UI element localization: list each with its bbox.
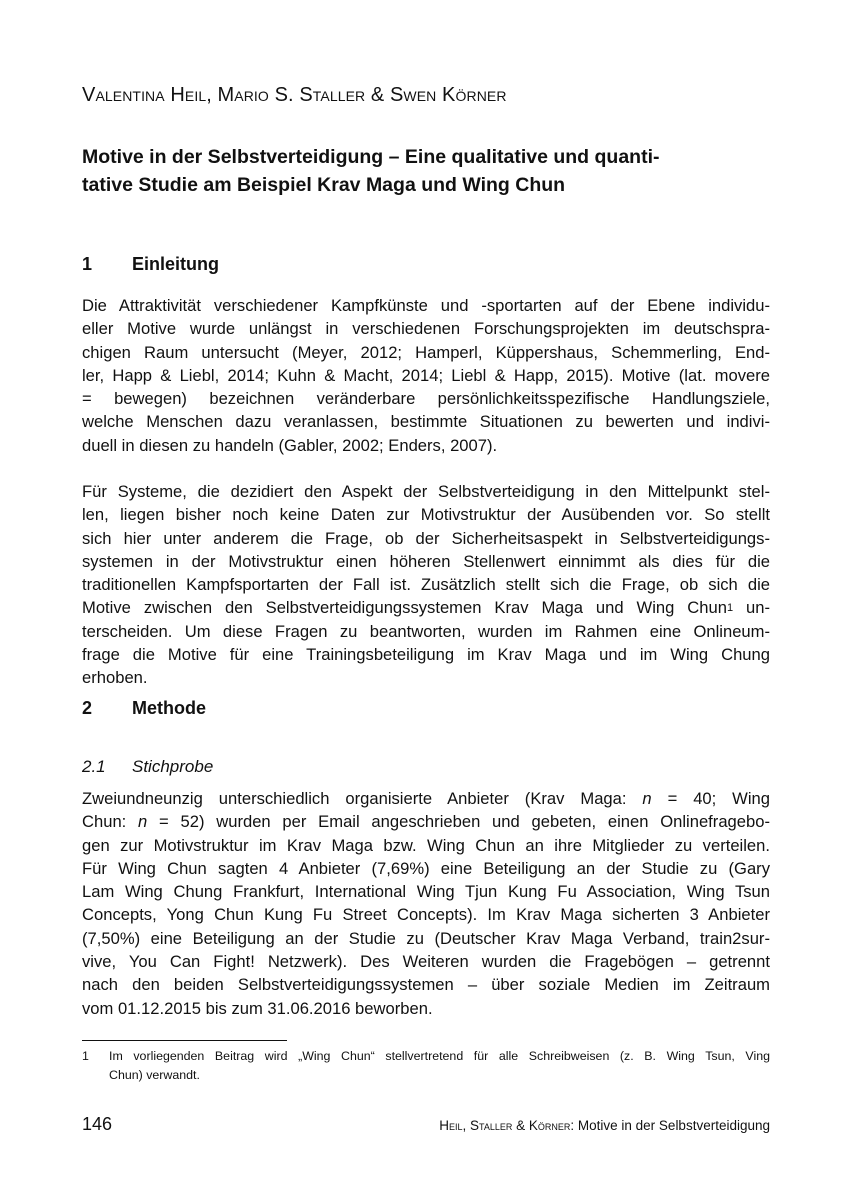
text-segment: un- <box>733 598 771 618</box>
text-segment: = 52) wurden per Email angeschrieben und gebeten, einen Onlinefragebo- <box>147 812 770 832</box>
text-line: gen zur Motivstruktur im Krav Maga bzw. Wing Chun an ihre Mitglieder zu verteilen. <box>82 835 770 855</box>
text-line: eller Motive wurde unlängst in verschiedenen Forschungsprojekten im deutschspra- <box>82 319 770 339</box>
section-heading-methode <box>82 698 206 719</box>
text-segment: n <box>642 789 652 808</box>
section-title: Einleitung <box>132 254 219 274</box>
title-line: Motive in der Selbstverteidigung – Eine qualitative und quanti- <box>82 146 660 168</box>
text-line: traditionellen Kampfsportarten der Fall ist. Zusätzlich stellt sich die Frage, ob sich die <box>82 575 770 595</box>
text-line: nach den beiden Selbstverteidigungssystemen – über soziale Medien im Zeitraum <box>82 975 770 995</box>
author-line: Valentina Heil, Mario S. Staller & Swen Körner <box>82 84 507 106</box>
footnote-divider <box>82 1040 287 1041</box>
running-authors: Heil, Staller & Körner <box>439 1118 571 1133</box>
text-segment: Zweiundneunzig unterschiedlich organisierte Anbieter (Krav Maga: <box>82 789 643 808</box>
text-line: Für Systeme, die dezidiert den Aspekt der Selbstverteidigung in den Mittelpunkt stel- <box>82 482 770 501</box>
text-line: erhoben. <box>82 668 148 688</box>
text-line: Für Wing Chun sagten 4 Anbieter (7,69%) eine Beteiligung an der Studie zu (Gary <box>82 858 770 878</box>
subsection-heading-stichprobe <box>82 757 213 777</box>
text-line: vom 01.12.2015 bis zum 31.06.2016 beworben. <box>82 998 433 1018</box>
text-line: Die Attraktivität verschiedener Kampfkünste und -sportarten auf der Ebene individu- <box>82 296 770 315</box>
subsection-title: Stichprobe <box>132 757 214 776</box>
text-line: chigen Raum untersucht (Meyer, 2012; Hamperl, Küppershaus, Schemmerling, End- <box>82 342 770 362</box>
text-segment: Motive zwischen den Selbstverteidigungssystemen Krav Maga und Wing Chun <box>82 598 727 618</box>
section-number: 2 <box>82 698 93 718</box>
paragraph <box>82 294 770 457</box>
title-line: tative Studie am Beispiel Krav Maga und Wing Chun <box>82 174 566 196</box>
text-line: frage die Motive für eine Trainingsbeteiligung im Krav Maga und im Wing Chung <box>82 645 770 665</box>
footnote <box>82 1047 770 1085</box>
section-number: 1 <box>82 254 93 274</box>
text-line: ler, Happ & Liebl, 2014; Kuhn & Macht, 2014; Liebl & Happ, 2015). Motive (lat. movere <box>82 365 770 385</box>
text-line <box>82 596 770 619</box>
subsection-number: 2.1 <box>82 757 106 776</box>
text-line: duell in diesen zu handeln (Gabler, 2002; Enders, 2007). <box>82 435 498 455</box>
text-line: vive, You Can Fight! Netzwerk). Des Weiteren wurden die Fragebögen – getrennt <box>82 952 770 972</box>
text-segment: n <box>138 812 148 832</box>
text-line: = bewegen) bezeichnen veränderbare persönlichkeitsspezifische Handlungsziele, <box>82 389 770 409</box>
running-title: : Motive in der Selbstverteidigung <box>570 1118 770 1133</box>
text-line: terscheiden. Um diese Fragen zu beantworten, wurden im Rahmen eine Onlineum- <box>82 621 770 641</box>
article-title <box>82 143 772 199</box>
text-line: welche Menschen dazu veranlassen, bestimmte Situationen zu bewerten und indivi- <box>82 412 770 432</box>
text-segment: = 40; Wing <box>651 789 770 808</box>
running-footer <box>439 1118 770 1133</box>
text-line: (7,50%) eine Beteiligung an der Studie zu (Deutscher Krav Maga Verband, train2sur- <box>82 928 770 948</box>
text-line: Lam Wing Chung Frankfurt, International Wing Tjun Kung Fu Association, Wing Tsun <box>82 882 770 902</box>
footnote-ref: 1 <box>726 602 734 615</box>
text-line: Concepts, Yong Chun Kung Fu Street Concepts). Im Krav Maga sicherten 3 Anbieter <box>82 905 770 925</box>
page-number: 146 <box>82 1114 113 1134</box>
text-line: sich hier unter anderem die Frage, ob der Sicherheitsaspekt in Selbstverteidigungs- <box>82 528 770 548</box>
text-segment: Chun: <box>82 812 139 832</box>
paragraph <box>82 787 770 1020</box>
text-line <box>82 810 770 833</box>
footnote-number: 1 <box>82 1049 89 1063</box>
section-title: Methode <box>132 698 206 718</box>
footnote-line: Chun) verwandt. <box>109 1068 200 1082</box>
text-line <box>82 787 770 810</box>
footnote-line: Im vorliegenden Beitrag wird „Wing Chun“ stellvertretend für alle Schreibweisen (z. B. Wing Tsun, Ving <box>109 1049 770 1063</box>
text-line: systemen in der Motivstruktur einen höheren Stellenwert einnimmt als dies für die <box>82 551 770 571</box>
section-heading-einleitung <box>82 254 219 275</box>
text-line: len, liegen bisher noch keine Daten zur Motivstruktur der Ausübenden vor. So stellt <box>82 505 770 525</box>
paragraph <box>82 480 770 690</box>
